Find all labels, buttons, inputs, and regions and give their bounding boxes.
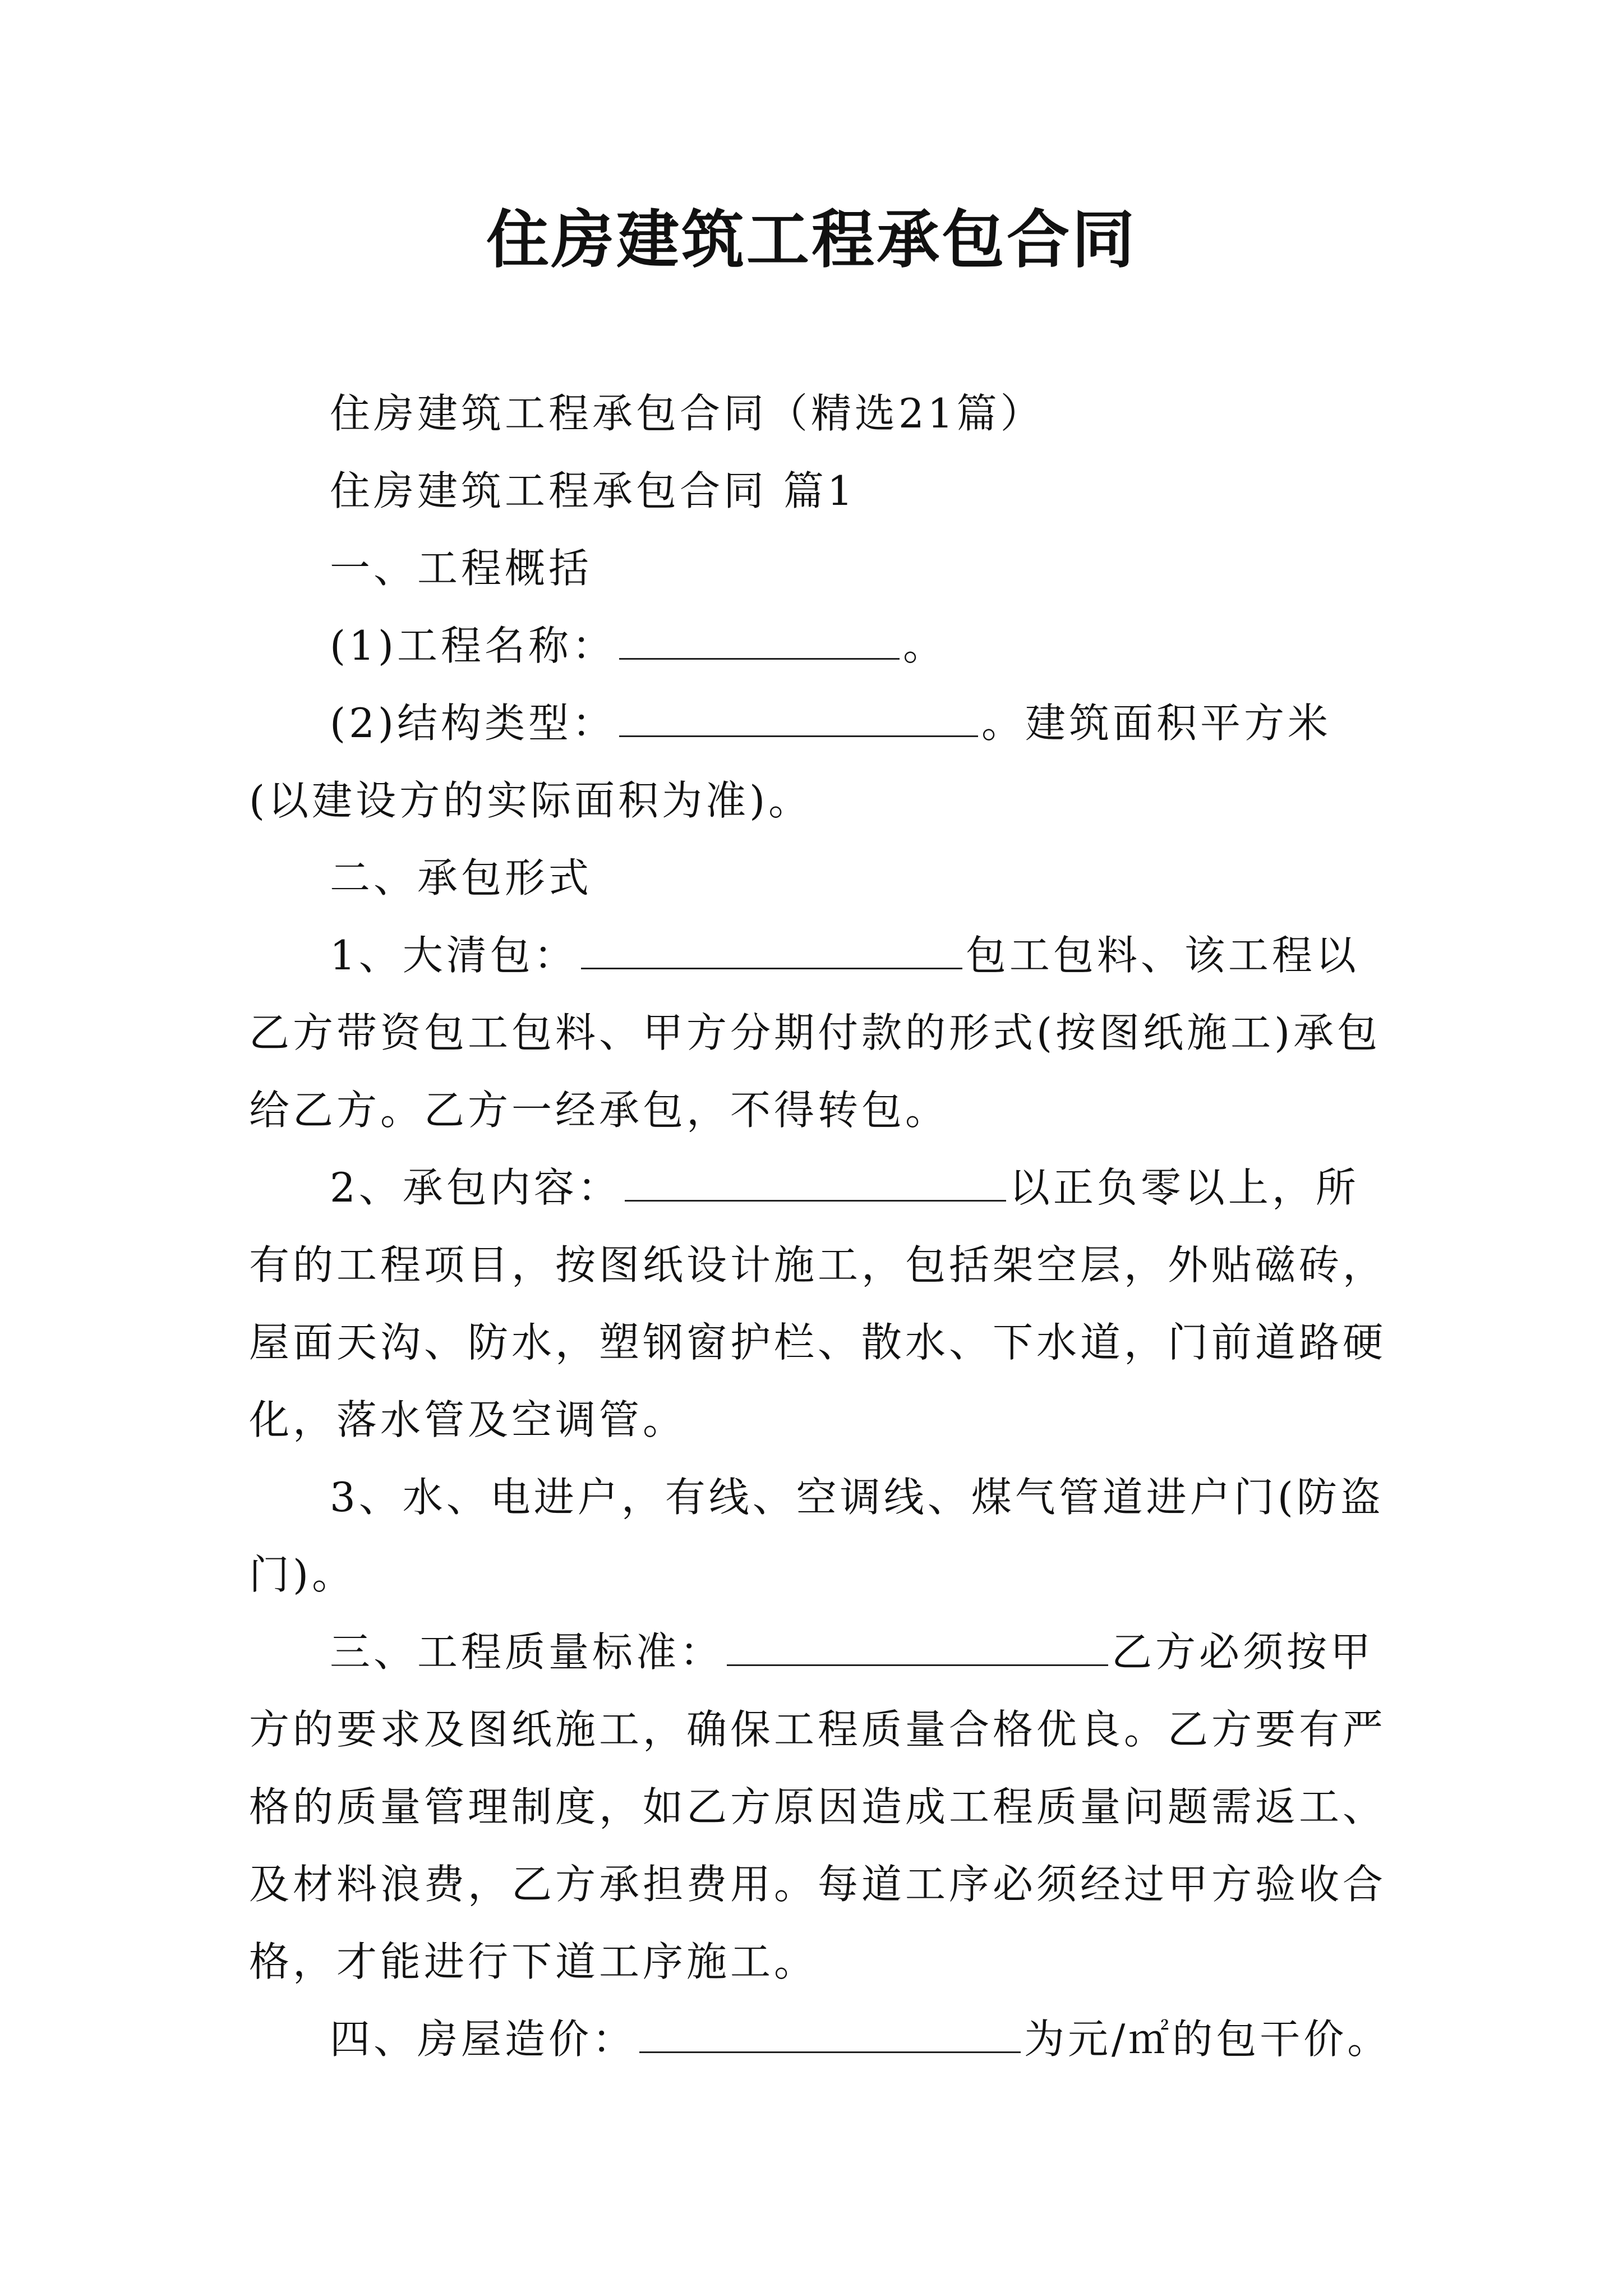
- document-title: 住房建筑工程承包合同: [486, 203, 1137, 277]
- paragraph-quality: [249, 1613, 1393, 2000]
- price-tail: 为元/㎡的包干价。: [1024, 2016, 1391, 2063]
- quality-blank: [727, 1624, 1108, 1666]
- structure-type-label: (2)结构类型：: [330, 700, 616, 747]
- structure-type-tail: 。建筑面积平方米(以建设方的实际面积为准)。: [249, 700, 1332, 824]
- paragraph-structure-type: [249, 684, 1393, 839]
- document-body: [249, 375, 1393, 2078]
- scope-label: 2、承包内容：: [330, 1164, 621, 1211]
- paragraph-subtitle: 住房建筑工程承包合同（精选21篇）: [330, 390, 1044, 437]
- paragraph-scope: [249, 1149, 1393, 1458]
- scope-blank: [625, 1159, 1006, 1202]
- price-blank: [639, 2011, 1021, 2053]
- price-label: 四、房屋造价：: [330, 2016, 637, 2063]
- quality-label: 三、工程质量标准：: [330, 1628, 724, 1676]
- structure-type-blank: [619, 695, 978, 737]
- package-blank: [581, 927, 962, 969]
- paragraph-utilities: 3、水、电进户，有线、空调线、煤气管道进户门(防盗门)。: [249, 1474, 1384, 1598]
- package-tail: 包工包料、该工程以乙方带资包工包料、甲方分期付款的形式(按图纸施工)承包给乙方。乙方一经承包，不得转包。: [249, 932, 1381, 1134]
- paragraph-project-name: [249, 607, 1393, 684]
- paragraph-package: [249, 917, 1393, 1149]
- project-name-label: (1)工程名称：: [330, 622, 616, 669]
- paragraph-price: [249, 2000, 1393, 2078]
- paragraph-section-heading: 住房建筑工程承包合同 篇1: [330, 467, 856, 514]
- project-name-tail: 。: [903, 622, 947, 669]
- quality-tail: 乙方必须按甲方的要求及图纸施工，确保工程质量合格优良。乙方要有严格的质量管理制度，如乙方原因造成工程质量问题需返工、及材料浪费，乙方承担费用。每道工序必须经过甲方验收合格，才能进行下道工序施工。: [249, 1628, 1387, 1985]
- project-name-blank: [619, 618, 900, 660]
- paragraph-heading-2: 二、承包形式: [330, 854, 593, 901]
- package-label: 1、大清包：: [330, 932, 578, 979]
- paragraph-heading-1: 一、工程概括: [330, 545, 593, 592]
- scope-tail: 以正负零以上，所有的工程项目，按图纸设计施工，包括架空层，外贴磁砖，屋面天沟、防水，塑钢窗护栏、散水、下水道，门前道路硬化，落水管及空调管。: [249, 1164, 1387, 1443]
